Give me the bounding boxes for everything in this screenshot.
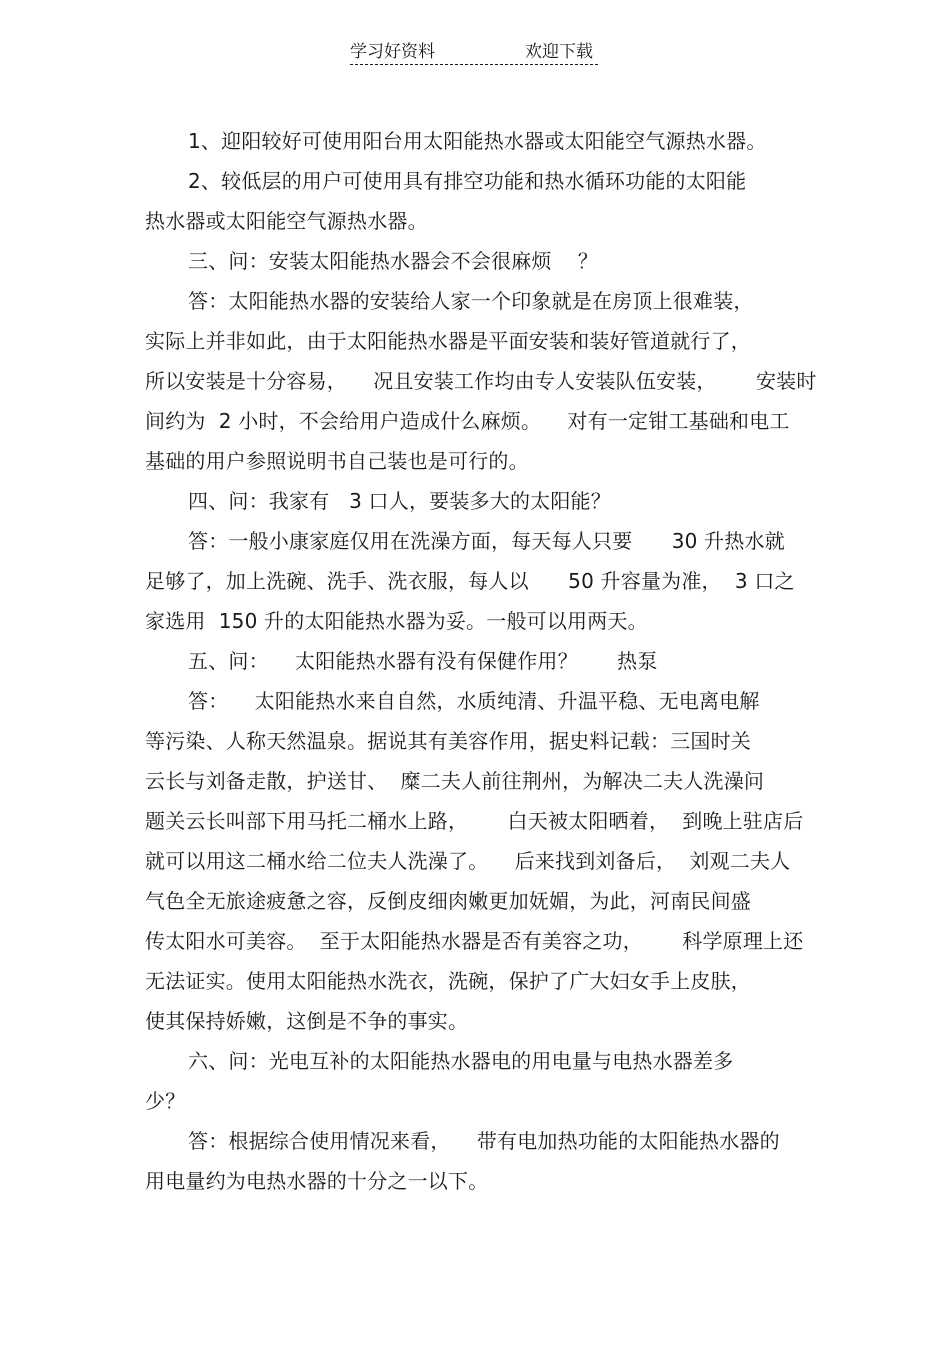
text-line: 答： 太阳能热水来自自然，水质纯清、升温平稳、无电离电解 xyxy=(188,689,760,713)
text-line: 2、较低层的用户可使用具有排空功能和热水循环功能的太阳能 xyxy=(188,169,747,193)
text-line: 使其保持娇嫩，这倒是不争的事实。 xyxy=(145,1009,469,1033)
header-left-text: 学习好资料 xyxy=(350,42,435,62)
text-line: 基础的用户参照说明书自己装也是可行的。 xyxy=(145,449,529,473)
text-line: 等污染、人称天然温泉。据说其有美容作用，据史料记载：三国时关 xyxy=(145,729,751,753)
text-line: 少？ xyxy=(145,1089,186,1113)
text-line: 实际上并非如此，由于太阳能热水器是平面安装和装好管道就行了， xyxy=(145,329,751,353)
text-line: 就可以用这二桶水给二位夫人洗澡了。 后来找到刘备后， 刘观二夫人 xyxy=(145,849,791,873)
text-line: 传太阳水可美容。 至于太阳能热水器是否有美容之功， 科学原理上还 xyxy=(145,929,804,953)
text-line: 五、问： 太阳能热水器有没有保健作用？ 热泵 xyxy=(188,649,658,673)
text-line: 六、问：光电互补的太阳能热水器电的用电量与电热水器差多 xyxy=(188,1049,734,1073)
header-right-text: 欢迎下载 xyxy=(525,42,593,62)
text-line: 气色全无旅途疲惫之容，反倒皮细肉嫩更加妩媚，为此，河南民间盛 xyxy=(145,889,751,913)
header-divider xyxy=(350,64,598,65)
text-line: 间约为 2 小时，不会给用户造成什么麻烦。 对有一定钳工基础和电工 xyxy=(145,409,790,433)
text-line: 答：根据综合使用情况来看， 带有电加热功能的太阳能热水器的 xyxy=(188,1129,780,1153)
text-line: 答：一般小康家庭仅用在洗澡方面，每天每人只要 30 升热水就 xyxy=(188,529,785,553)
text-line: 用电量约为电热水器的十分之一以下。 xyxy=(145,1169,489,1193)
text-line: 三、问：安装太阳能热水器会不会很麻烦 ？ xyxy=(188,249,599,273)
text-line: 足够了，加上洗碗、洗手、洗衣服，每人以 50 升容量为准， 3 口之 xyxy=(145,569,795,593)
text-line: 家选用 150 升的太阳能热水器为妥。一般可以用两天。 xyxy=(145,609,648,633)
text-line: 云长与刘备走散，护送甘、 糜二夫人前往荆州，为解决二夫人洗澡问 xyxy=(145,769,765,793)
text-line: 所以安装是十分容易， 况且安装工作均由专人安装队伍安装， 安装时 xyxy=(145,369,817,393)
text-line: 热水器或太阳能空气源热水器。 xyxy=(145,209,428,233)
text-line: 无法证实。使用太阳能热水洗衣，洗碗，保护了广大妇女手上皮肤， xyxy=(145,969,751,993)
text-line: 四、问：我家有 3 口人，要装多大的太阳能？ xyxy=(188,489,611,513)
text-line: 1、迎阳较好可使用阳台用太阳能热水器或太阳能空气源热水器。 xyxy=(188,129,767,153)
text-line: 答：太阳能热水器的安装给人家一个印象就是在房顶上很难装， xyxy=(188,289,754,313)
text-line: 题关云长叫部下用马托二桶水上路， 白天被太阳晒着， 到晚上驻店后 xyxy=(145,809,804,833)
